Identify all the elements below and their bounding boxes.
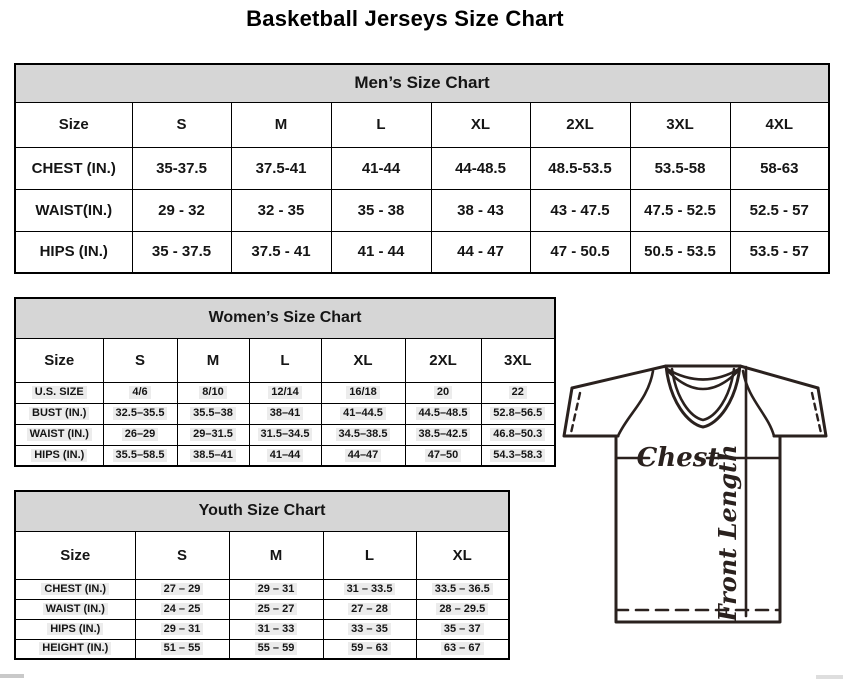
mens-cell: 58-63 xyxy=(730,147,829,189)
youth-row-label: CHEST (IN.) xyxy=(15,579,135,599)
womens-cell: 8/10 xyxy=(177,382,249,403)
table-row xyxy=(15,382,555,403)
youth-column-header: L xyxy=(323,531,416,579)
mens-row-label: HIPS (IN.) xyxy=(15,231,132,273)
mens-cell: 37.5 - 41 xyxy=(231,231,331,273)
womens-cell: 22 xyxy=(481,382,555,403)
table-row xyxy=(15,424,555,445)
womens-cell: 32.5–35.5 xyxy=(103,403,177,424)
chest-label: Chest xyxy=(636,443,720,473)
jersey-vneck-collar xyxy=(667,369,739,420)
youth-header-row xyxy=(15,531,509,579)
womens-table-title: Women’s Size Chart xyxy=(15,298,555,338)
mens-cell: 53.5-58 xyxy=(630,147,730,189)
youth-cell: 33.5 – 36.5 xyxy=(416,579,509,599)
youth-column-header: M xyxy=(229,531,323,579)
table-row xyxy=(15,189,829,231)
mens-column-header: Size xyxy=(15,102,132,147)
mens-row-label: WAIST(IN.) xyxy=(15,189,132,231)
scrollbar-fragment-right xyxy=(816,675,843,679)
youth-cell: 27 – 28 xyxy=(323,599,416,619)
table-row xyxy=(15,231,829,273)
womens-cell: 34.5–38.5 xyxy=(321,424,405,445)
womens-cell: 38.5–41 xyxy=(177,445,249,466)
table-row xyxy=(15,147,829,189)
womens-cell: 38–41 xyxy=(249,403,321,424)
table-row xyxy=(15,445,555,466)
mens-column-header: 4XL xyxy=(730,102,829,147)
jersey-diagram-svg xyxy=(556,360,836,630)
womens-column-header: S xyxy=(103,338,177,382)
youth-cell: 51 – 55 xyxy=(135,639,229,659)
womens-cell: 35.5–58.5 xyxy=(103,445,177,466)
youth-row-label: WAIST (IN.) xyxy=(15,599,135,619)
womens-cell: 29–31.5 xyxy=(177,424,249,445)
mens-cell: 52.5 - 57 xyxy=(730,189,829,231)
table-row xyxy=(15,403,555,424)
womens-column-header: M xyxy=(177,338,249,382)
womens-cell: 46.8–50.3 xyxy=(481,424,555,445)
youth-cell: 27 – 29 xyxy=(135,579,229,599)
womens-column-header: 2XL xyxy=(405,338,481,382)
mens-cell: 35 - 37.5 xyxy=(132,231,231,273)
womens-cell: 31.5–34.5 xyxy=(249,424,321,445)
womens-row-label: U.S. SIZE xyxy=(15,382,103,403)
mens-cell: 35-37.5 xyxy=(132,147,231,189)
womens-size-chart-table xyxy=(14,297,556,467)
youth-cell: 55 – 59 xyxy=(229,639,323,659)
womens-row-label: HIPS (IN.) xyxy=(15,445,103,466)
table-row xyxy=(15,639,509,659)
youth-cell: 59 – 63 xyxy=(323,639,416,659)
jersey-right-armhole-seam xyxy=(743,371,774,436)
jersey-measurement-diagram xyxy=(556,360,836,630)
mens-cell: 47 - 50.5 xyxy=(530,231,630,273)
jersey-right-shoulder xyxy=(740,366,818,388)
youth-cell: 29 – 31 xyxy=(229,579,323,599)
womens-cell: 41–44.5 xyxy=(321,403,405,424)
womens-cell: 44–47 xyxy=(321,445,405,466)
mens-cell: 44-48.5 xyxy=(431,147,530,189)
youth-cell: 31 – 33 xyxy=(229,619,323,639)
mens-cell: 50.5 - 53.5 xyxy=(630,231,730,273)
womens-row-label: WAIST (IN.) xyxy=(15,424,103,445)
youth-cell: 33 – 35 xyxy=(323,619,416,639)
womens-cell: 20 xyxy=(405,382,481,403)
mens-cell: 41-44 xyxy=(331,147,431,189)
youth-cell: 63 – 67 xyxy=(416,639,509,659)
youth-row-label: HIPS (IN.) xyxy=(15,619,135,639)
mens-cell: 41 - 44 xyxy=(331,231,431,273)
womens-cell: 38.5–42.5 xyxy=(405,424,481,445)
mens-cell: 37.5-41 xyxy=(231,147,331,189)
mens-table-title: Men’s Size Chart xyxy=(15,64,829,102)
youth-row-label: HEIGHT (IN.) xyxy=(15,639,135,659)
womens-cell: 16/18 xyxy=(321,382,405,403)
womens-cell: 52.8–56.5 xyxy=(481,403,555,424)
womens-header-row xyxy=(15,338,555,382)
mens-cell: 38 - 43 xyxy=(431,189,530,231)
youth-cell: 35 – 37 xyxy=(416,619,509,639)
womens-cell: 12/14 xyxy=(249,382,321,403)
womens-cell: 26–29 xyxy=(103,424,177,445)
mens-cell: 32 - 35 xyxy=(231,189,331,231)
mens-column-header: XL xyxy=(431,102,530,147)
mens-cell: 43 - 47.5 xyxy=(530,189,630,231)
womens-column-header: Size xyxy=(15,338,103,382)
mens-column-header: M xyxy=(231,102,331,147)
womens-cell: 44.5–48.5 xyxy=(405,403,481,424)
youth-cell: 24 – 25 xyxy=(135,599,229,619)
table-row xyxy=(15,599,509,619)
front-length-label: Front Length xyxy=(713,444,742,622)
jersey-left-armhole-seam xyxy=(618,371,653,436)
youth-size-chart-table xyxy=(14,490,510,660)
page-title: Basketball Jerseys Size Chart xyxy=(246,6,564,31)
youth-column-header: XL xyxy=(416,531,509,579)
mens-column-header: 2XL xyxy=(530,102,630,147)
mens-cell: 53.5 - 57 xyxy=(730,231,829,273)
youth-cell: 29 – 31 xyxy=(135,619,229,639)
mens-cell: 35 - 38 xyxy=(331,189,431,231)
youth-table-title: Youth Size Chart xyxy=(15,491,509,531)
table-row xyxy=(15,579,509,599)
mens-cell: 29 - 32 xyxy=(132,189,231,231)
mens-column-header: L xyxy=(331,102,431,147)
youth-cell: 31 – 33.5 xyxy=(323,579,416,599)
youth-cell: 28 – 29.5 xyxy=(416,599,509,619)
womens-row-label: BUST (IN.) xyxy=(15,403,103,424)
womens-cell: 47–50 xyxy=(405,445,481,466)
womens-cell: 54.3–58.3 xyxy=(481,445,555,466)
mens-cell: 47.5 - 52.5 xyxy=(630,189,730,231)
youth-cell: 25 – 27 xyxy=(229,599,323,619)
youth-column-header: Size xyxy=(15,531,135,579)
womens-cell: 41–44 xyxy=(249,445,321,466)
womens-column-header: 3XL xyxy=(481,338,555,382)
womens-cell: 4/6 xyxy=(103,382,177,403)
womens-column-header: L xyxy=(249,338,321,382)
womens-column-header: XL xyxy=(321,338,405,382)
jersey-right-sleeve xyxy=(774,388,826,436)
mens-column-header: 3XL xyxy=(630,102,730,147)
mens-size-chart-table xyxy=(14,63,830,274)
youth-column-header: S xyxy=(135,531,229,579)
scrollbar-fragment-left xyxy=(0,674,24,678)
womens-cell: 35.5–38 xyxy=(177,403,249,424)
mens-header-row xyxy=(15,102,829,147)
mens-row-label: CHEST (IN.) xyxy=(15,147,132,189)
mens-cell: 48.5-53.5 xyxy=(530,147,630,189)
mens-column-header: S xyxy=(132,102,231,147)
jersey-left-cuff-dashed-line xyxy=(571,393,580,433)
mens-cell: 44 - 47 xyxy=(431,231,530,273)
table-row xyxy=(15,619,509,639)
